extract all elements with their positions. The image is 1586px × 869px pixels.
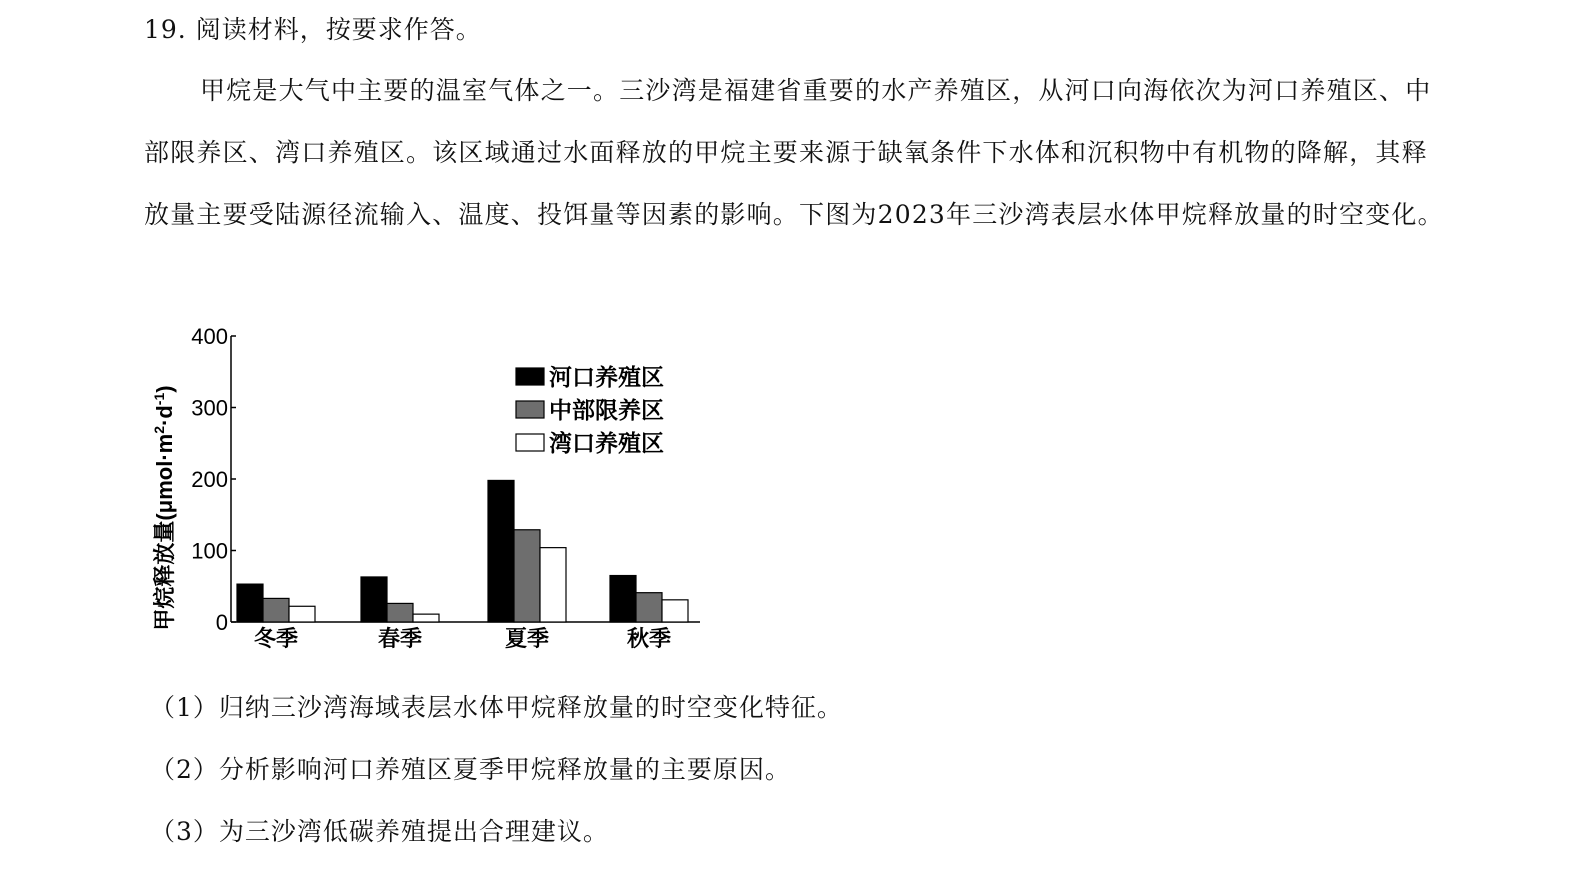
bar [263, 598, 289, 622]
bar [636, 593, 662, 622]
x-tick-label: 秋季 [626, 626, 672, 651]
y-axis-label: 甲烷释放量$(\mu mol\cdot m^2\cdot d^{-1})$ [151, 385, 177, 631]
y-tick-label: 400 [191, 324, 228, 349]
bar [361, 577, 387, 622]
y-tick-label: 100 [191, 538, 228, 564]
y-tick-label: 200 [191, 467, 228, 492]
bar [387, 603, 413, 622]
x-tick-label: 春季 [377, 626, 423, 651]
x-tick-label: 冬季 [253, 626, 299, 651]
methane-bar-chart [140, 318, 720, 658]
sub-question-2: （2）分析影响河口养殖区夏季甲烷释放量的主要原因。 [150, 755, 791, 784]
sub-question-3: （3）为三沙湾低碳养殖提出合理建议。 [150, 817, 609, 846]
bar [237, 584, 263, 622]
bar [289, 606, 315, 622]
passage-paragraph [144, 60, 1444, 246]
legend-swatch [516, 368, 544, 385]
legend-label: 中部限养区 [549, 397, 664, 423]
y-tick-label: 0 [215, 610, 228, 635]
bar [488, 480, 514, 622]
bar [540, 548, 566, 622]
y-tick-label: 300 [191, 395, 228, 421]
x-tick-label: 夏季 [504, 626, 550, 651]
sub-question-1: （1）归纳三沙湾海域表层水体甲烷释放量的时空变化特征。 [150, 693, 843, 722]
question-header: 19. 阅读材料，按要求作答。 [144, 15, 482, 44]
passage-text: 甲烷是大气中主要的温室气体之一。三沙湾是福建省重要的水产养殖区，从河口向海依次为河口养殖区、中部限养区、湾口养殖区。该区域通过水面释放的甲烷主要来源于缺氧条件下水体和沉积物中有机物的降解，其释放量主要受陆源径流输入、温度、投饵量等因素的影响。下图为2023年三沙湾表层水体甲烷释放量的时空变化。 [144, 76, 1444, 229]
legend-label: 湾口养殖区 [549, 430, 664, 456]
bar [610, 576, 636, 622]
bar [514, 530, 540, 622]
legend-swatch [516, 434, 544, 451]
bar [662, 600, 688, 622]
bar [413, 614, 439, 622]
legend-label: 河口养殖区 [549, 364, 664, 390]
legend-swatch [516, 401, 544, 418]
